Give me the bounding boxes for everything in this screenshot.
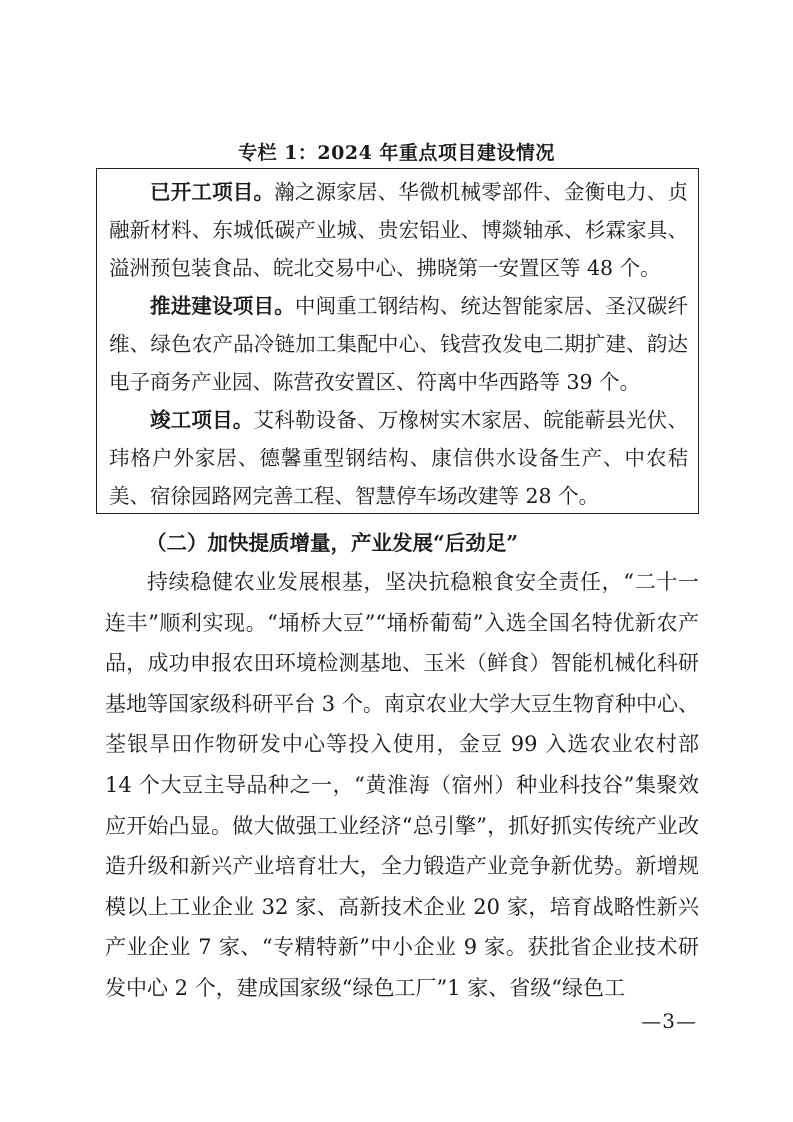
started-projects-lead: 已开工项目。 [150,180,275,204]
body-paragraph: 持续稳健农业发展根基，坚决抗稳粮食安全责任，“二十一连丰”顺利实现。“埇桥大豆”“埇桥葡萄”入选全国名特优新农产品，成功申报农田环境检测基地、玉米（鲜食）智能机械化科研基地等国家级科研平台 3 个。南京农业大学大豆生物育种中心、荃银旱田作物研发中心等投入使用，金豆 99 入选农业农村部 14 个大豆主导品种之一，“黄淮海（宿州）种业科技谷”集聚效应开始凸显。做大做强工业经济“总引擎”，抓好抓实传统产业改造升级和新兴产业培育壮大，全力锻造产业竞争新优势。新增规模以上工业企业 32 家、高新技术企业 20 家，培育战略性新兴产业企业 7 家、“专精特新”中小企业 9 家。获批省企业技术研发中心 2 个，建成国家级“绿色工厂”1 家、省级“绿色工 [105,570,699,1000]
completed-projects-text: 艾科勒设备、万橡树实木家居、皖能蕲县光伏、玮格户外家居、德馨重型钢结构、康信供水设备生产、中农秸美、宿徐园路网完善工程、智慧停车场改建等 28 个。 [109,408,688,508]
ongoing-projects-paragraph [109,287,688,401]
body-text [105,562,699,1009]
page-number: —3— [641,1009,697,1033]
started-projects-paragraph [109,173,688,287]
column-title: 专栏 1：2024 年重点项目建设情况 [238,142,555,164]
ongoing-projects-lead: 推进建设项目。 [150,294,295,318]
completed-projects-lead: 竣工项目。 [150,408,254,432]
ongoing-projects-text: 中闽重工钢结构、统达智能家居、圣汉碳纤维、绿色农产品冷链加工集配中心、钱营孜发电二期扩建、韵达电子商务产业园、陈营孜安置区、符离中华西路等 39 个。 [109,294,689,394]
completed-projects-paragraph [109,401,688,515]
section-heading: （二）加快提质增量，产业发展“后劲足” [146,531,519,555]
key-projects-box [96,168,699,514]
started-projects-text: 瀚之源家居、华微机械零部件、金衡电力、贞融新材料、东城低碳产业城、贵宏铝业、博燚轴承、杉霖家具、溢洲预包装食品、皖北交易中心、拂晓第一安置区等 48 个。 [109,180,689,280]
